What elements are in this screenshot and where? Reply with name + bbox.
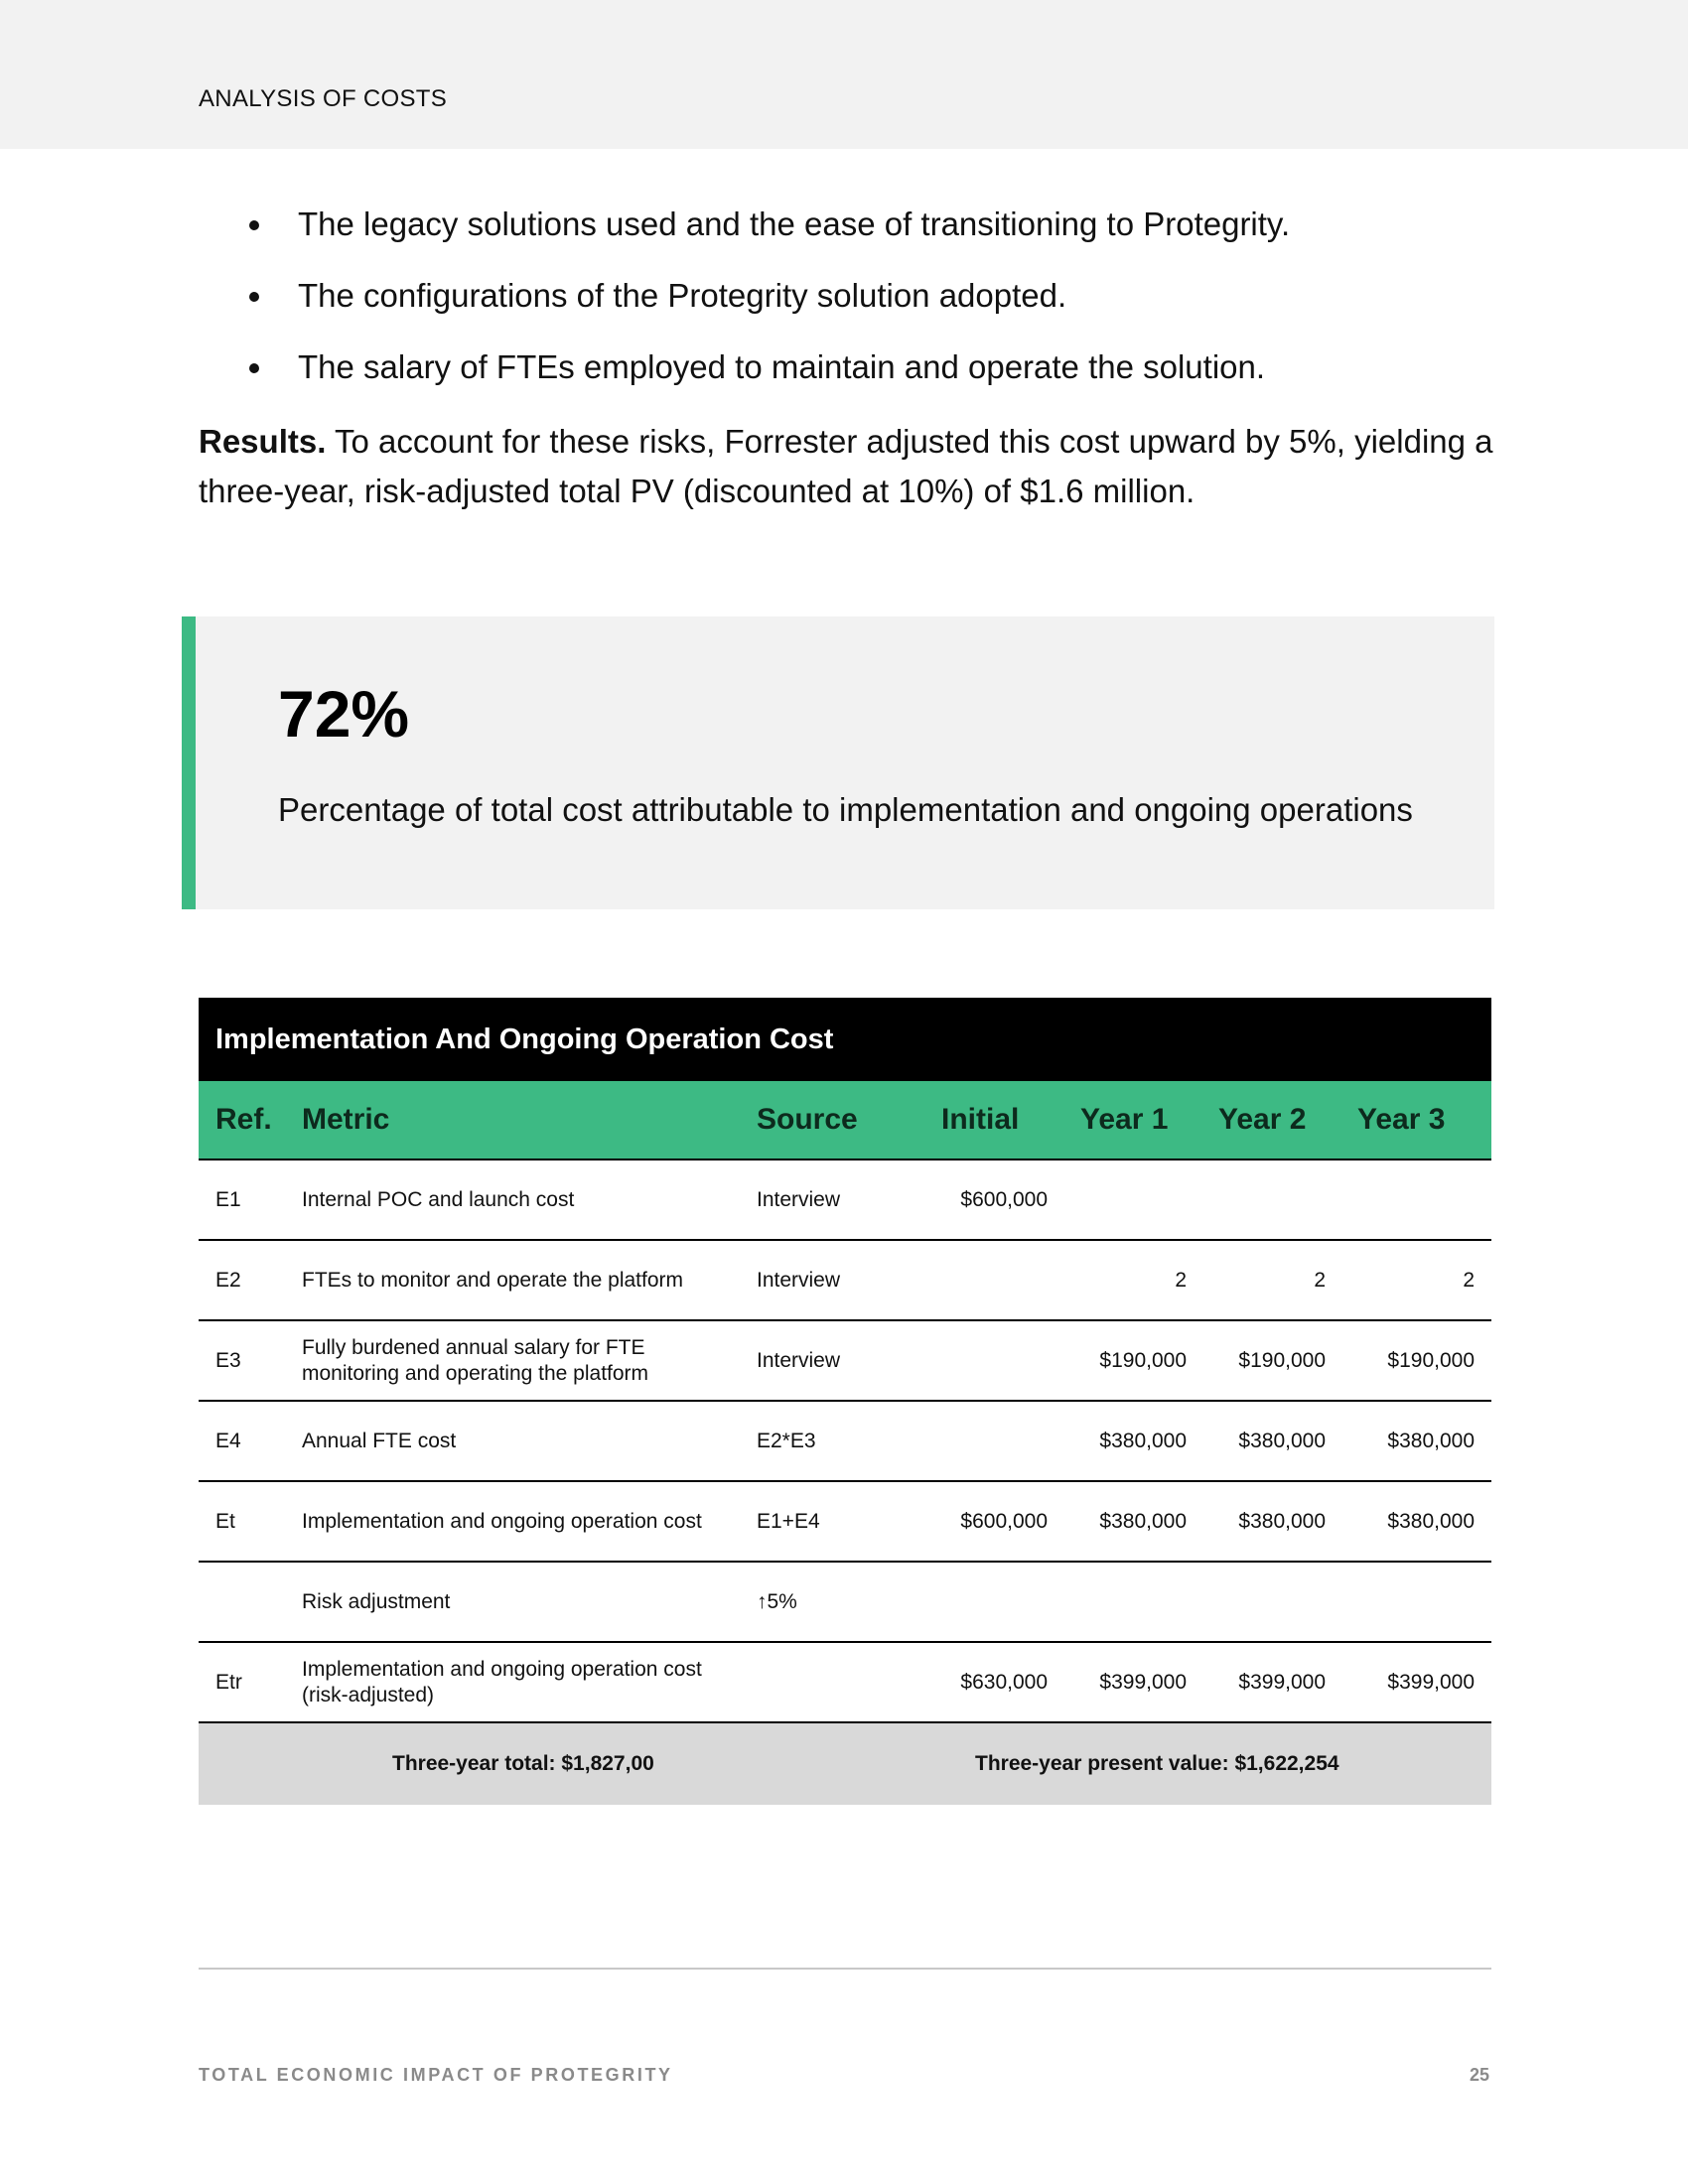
source-cell — [757, 1643, 935, 1721]
initial-cell — [938, 1402, 1048, 1480]
table-row — [199, 1321, 1491, 1402]
year-3-cell — [1370, 1160, 1475, 1239]
column-header-year-2: Year 2 — [1218, 1103, 1307, 1136]
table-row — [199, 1643, 1491, 1723]
three-year-present-value: Three-year present value: $1,622,254 — [975, 1752, 1339, 1775]
bullet-text: The legacy solutions used and the ease of transitioning to Protegrity. — [298, 205, 1291, 242]
initial-cell — [938, 1321, 1048, 1400]
initial-cell: $630,000 — [960, 1670, 1048, 1694]
ref-cell: E3 — [215, 1348, 241, 1372]
table-body — [199, 1160, 1491, 1723]
year-3-cell: $399,000 — [1387, 1670, 1475, 1694]
ref-cell: Etr — [215, 1670, 242, 1694]
callout-accent-bar — [182, 616, 196, 909]
metric-cell: Annual FTE cost — [302, 1429, 457, 1452]
source-cell: Interview — [757, 1268, 841, 1292]
cost-table — [199, 998, 1491, 1805]
header-band — [0, 0, 1688, 149]
results-paragraph — [199, 417, 1499, 516]
list-item — [199, 347, 1489, 387]
year-3-cell — [1370, 1563, 1475, 1641]
year-2-cell: $190,000 — [1238, 1348, 1326, 1372]
footer-divider — [199, 1968, 1491, 1970]
metric-cell: Internal POC and launch cost — [302, 1187, 575, 1211]
metric-cell: Implementation and ongoing operation cost — [302, 1509, 702, 1533]
bullet-text: The salary of FTEs employed to maintain and operate the solution. — [298, 348, 1266, 385]
callout-text: Percentage of total cost attributable to implementation and ongoing operations — [278, 791, 1413, 828]
column-header-source: Source — [757, 1103, 858, 1136]
table-row — [199, 1482, 1491, 1563]
section-title: ANALYSIS OF COSTS — [199, 85, 448, 112]
year-1-cell: $380,000 — [1099, 1509, 1187, 1533]
source-cell: Interview — [757, 1348, 841, 1372]
bullet-text: The configurations of the Protegrity solution adopted. — [298, 277, 1067, 314]
initial-cell: $600,000 — [960, 1509, 1048, 1533]
source-cell: ↑5% — [757, 1589, 797, 1613]
year-1-cell: $190,000 — [1099, 1348, 1187, 1372]
column-header-initial: Initial — [941, 1103, 1020, 1136]
bullet-icon — [249, 220, 259, 230]
page-number: 25 — [1469, 2065, 1489, 2085]
year-3-cell: 2 — [1463, 1268, 1475, 1292]
year-1-cell: $399,000 — [1099, 1670, 1187, 1694]
year-3-cell: $190,000 — [1387, 1348, 1475, 1372]
list-item — [199, 276, 1489, 316]
list-item — [199, 205, 1489, 244]
ref-cell: E4 — [215, 1429, 241, 1452]
year-1-cell — [1092, 1160, 1187, 1239]
source-cell: E2*E3 — [757, 1429, 816, 1452]
column-header-metric: Metric — [302, 1103, 390, 1136]
column-header-ref: Ref. — [215, 1103, 272, 1136]
metric-cell: Implementation and ongoing operation cost (risk-adjusted) — [302, 1657, 702, 1706]
table-row — [199, 1241, 1491, 1321]
initial-cell: $600,000 — [960, 1187, 1048, 1211]
results-label: Results. — [199, 423, 327, 460]
source-cell: Interview — [757, 1187, 841, 1211]
table-header-row — [199, 1081, 1491, 1160]
year-2-cell — [1231, 1563, 1326, 1641]
ref-cell: E1 — [215, 1187, 241, 1211]
ref-cell: Et — [215, 1509, 235, 1533]
column-header-year-3: Year 3 — [1357, 1103, 1446, 1136]
column-header-year-1: Year 1 — [1080, 1103, 1169, 1136]
year-3-cell: $380,000 — [1387, 1509, 1475, 1533]
stat-callout — [182, 616, 1494, 909]
table-row — [199, 1160, 1491, 1241]
three-year-total: Three-year total: $1,827,00 — [392, 1752, 654, 1775]
results-text: To account for these risks, Forrester adjusted this cost upward by 5%, yielding a three-year, risk-adjusted total PV (discounted at 10%) of $1.6 million. — [199, 423, 1493, 509]
year-2-cell: $380,000 — [1238, 1509, 1326, 1533]
metric-cell: FTEs to monitor and operate the platform — [302, 1268, 684, 1292]
source-cell: E1+E4 — [757, 1509, 820, 1533]
bullet-list — [199, 205, 1489, 419]
bullet-icon — [249, 292, 259, 302]
footer-title: TOTAL ECONOMIC IMPACT OF PROTEGRITY — [199, 2065, 673, 2085]
metric-cell: Risk adjustment — [302, 1589, 451, 1613]
ref-cell: E2 — [215, 1268, 241, 1292]
year-2-cell — [1231, 1160, 1326, 1239]
table-row — [199, 1402, 1491, 1482]
year-3-cell: $380,000 — [1387, 1429, 1475, 1452]
initial-cell — [938, 1241, 1048, 1319]
year-2-cell: $380,000 — [1238, 1429, 1326, 1452]
initial-cell — [938, 1563, 1048, 1641]
year-1-cell: 2 — [1175, 1268, 1187, 1292]
year-2-cell: 2 — [1314, 1268, 1326, 1292]
table-row — [199, 1563, 1491, 1643]
table-title: Implementation And Ongoing Operation Cost — [199, 998, 1491, 1081]
table-total-row — [199, 1723, 1491, 1805]
year-1-cell — [1092, 1563, 1187, 1641]
ref-cell — [215, 1563, 295, 1641]
year-2-cell: $399,000 — [1238, 1670, 1326, 1694]
callout-value: 72% — [278, 677, 410, 751]
bullet-icon — [249, 363, 259, 373]
metric-cell: Fully burdened annual salary for FTE monitoring and operating the platform — [302, 1335, 649, 1385]
year-1-cell: $380,000 — [1099, 1429, 1187, 1452]
